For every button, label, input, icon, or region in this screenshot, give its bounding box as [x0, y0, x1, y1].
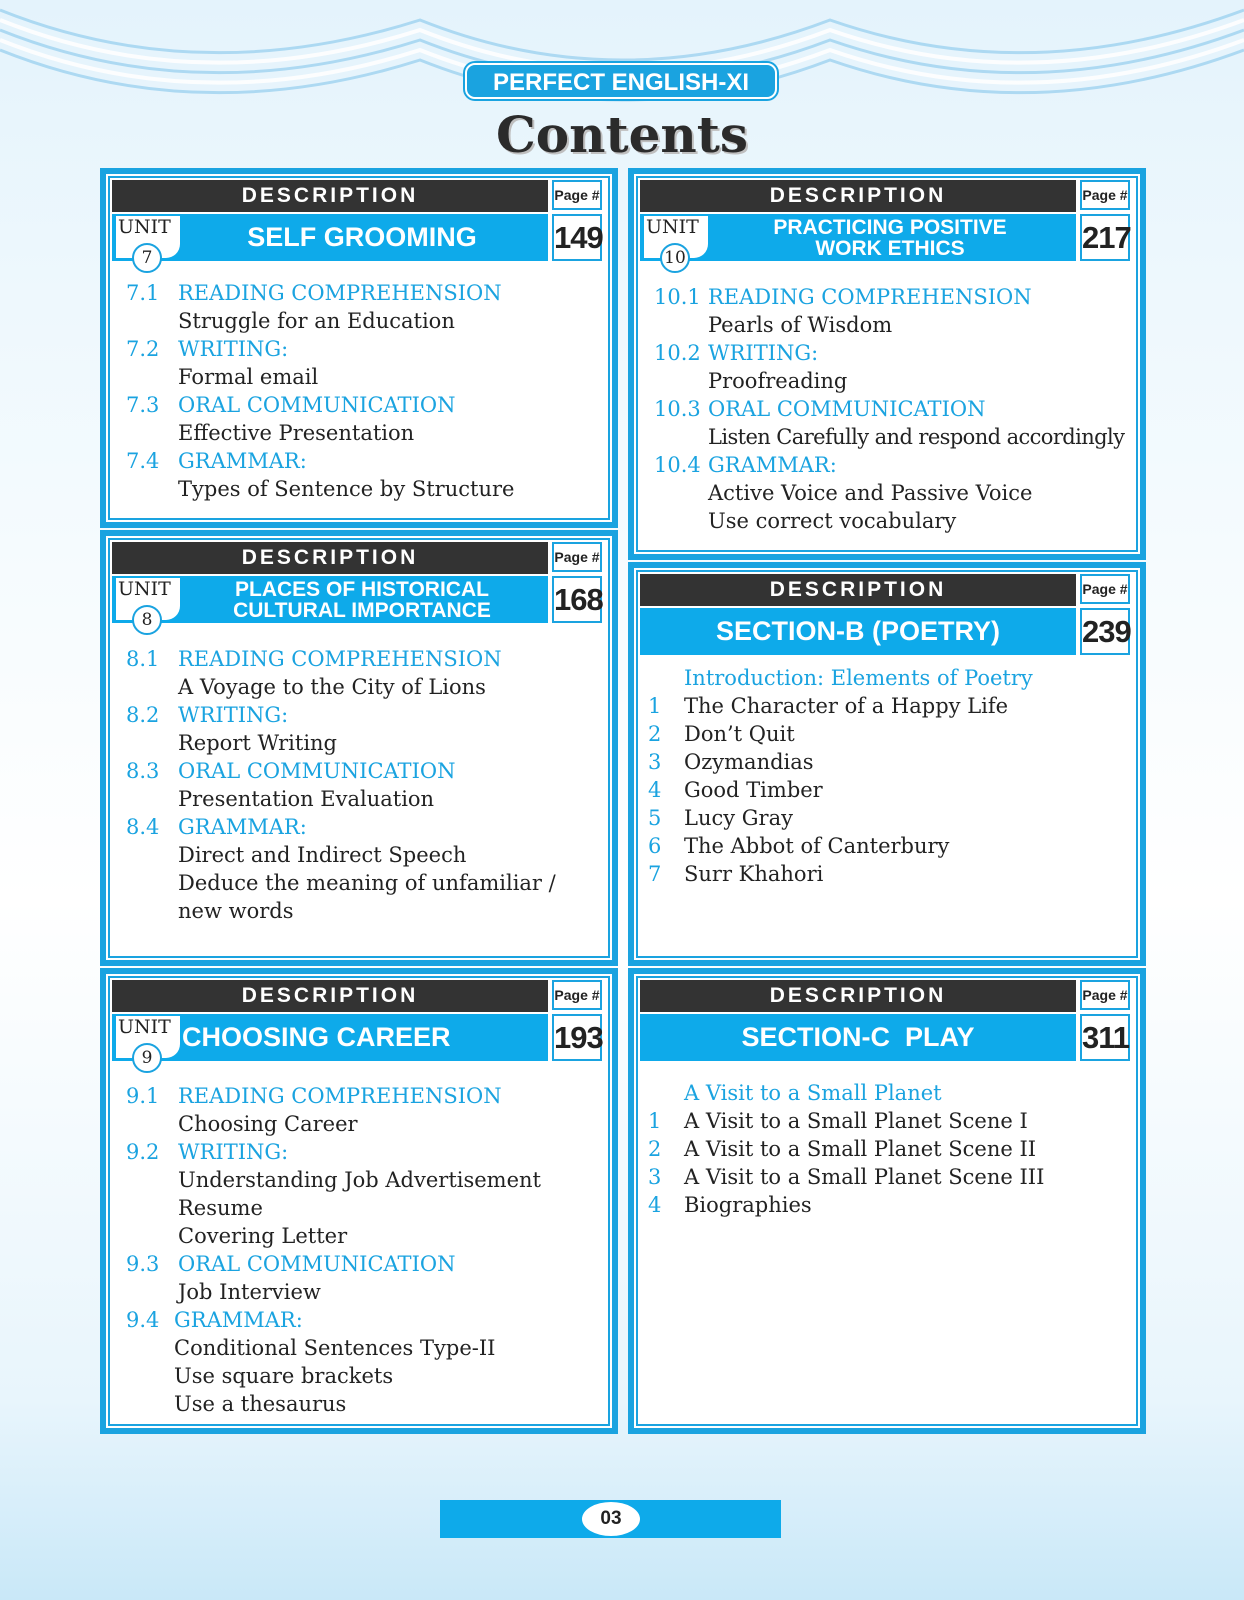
entry-list	[654, 283, 1132, 535]
unit-badge	[116, 1016, 180, 1068]
page-number: 217	[1080, 214, 1130, 261]
unit-label: UNIT	[118, 216, 171, 238]
entry-list	[126, 645, 604, 925]
page-number: 168	[552, 576, 602, 623]
entry-item: new words	[178, 899, 294, 923]
page-footer-bar	[440, 1500, 781, 1538]
entry-list	[648, 664, 1132, 888]
section-b-panel	[628, 562, 1146, 966]
unit-title	[182, 576, 542, 623]
page-label: Page #	[552, 180, 602, 210]
entry-item: Deduce the meaning of unfamiliar /	[178, 871, 556, 895]
entry-item: 7 Surr Khahori	[648, 862, 824, 886]
entry-item: Direct and Indirect Speech	[178, 843, 467, 867]
section-c-panel	[628, 968, 1146, 1434]
entry-item: Struggle for an Education	[178, 309, 455, 333]
unit-title-line1: PLACES OF HISTORICAL	[235, 577, 489, 601]
entry-heading: 9.3 ORAL COMMUNICATION	[126, 1252, 456, 1276]
section-title: SECTION-B (POETRY)	[715, 616, 1000, 646]
entry-item: 1 A Visit to a Small Planet Scene I	[648, 1109, 1028, 1133]
page-title: Contents	[495, 105, 748, 164]
description-header: DESCRIPTION	[640, 980, 1076, 1012]
entry-list	[126, 279, 604, 503]
unit-number: 7	[132, 243, 162, 273]
section-title-bar	[640, 608, 1076, 655]
entry-heading: 9.4 GRAMMAR:	[126, 1308, 303, 1332]
entry-item: 4 Good Timber	[648, 778, 823, 802]
book-title: PERFECT ENGLISH-XI	[465, 63, 777, 99]
page-label: Page #	[1080, 980, 1130, 1010]
entry-item: Use correct vocabulary	[708, 509, 957, 533]
page-label: Page #	[552, 542, 602, 572]
unit-title-line1: PRACTICING POSITIVE	[773, 215, 1007, 239]
entry-item: 1 The Character of a Happy Life	[648, 694, 1009, 718]
entry-item: 6 The Abbot of Canterbury	[648, 834, 950, 858]
entry-item: A Voyage to the City of Lions	[178, 675, 486, 699]
entry-item: Resume	[178, 1196, 263, 1220]
page-number: 149	[552, 214, 602, 261]
unit-label: UNIT	[646, 216, 699, 238]
entry-intro: Introduction: Elements of Poetry	[684, 666, 1033, 690]
unit-title-bar	[112, 214, 548, 268]
entry-item: Formal email	[178, 365, 319, 389]
entry-item: Report Writing	[178, 731, 337, 755]
page-number: 311	[1080, 1014, 1130, 1061]
entry-heading: 7.3 ORAL COMMUNICATION	[126, 393, 456, 417]
unit-title-bar	[112, 576, 548, 630]
page-number-footer: 03	[580, 1500, 642, 1538]
entry-item: 3 A Visit to a Small Planet Scene III	[648, 1165, 1045, 1189]
unit-badge	[116, 578, 180, 630]
entry-item: Covering Letter	[178, 1224, 348, 1248]
entry-intro: A Visit to a Small Planet	[684, 1081, 942, 1105]
entry-item: Proofreading	[708, 369, 848, 393]
entry-heading: 10.4 GRAMMAR:	[654, 453, 837, 477]
entry-item: Effective Presentation	[178, 421, 415, 445]
entry-item: Listen Carefully and respond accordingly	[708, 425, 1125, 449]
entry-item: Use square brackets	[174, 1364, 394, 1388]
page-number: 239	[1080, 608, 1130, 655]
entry-list	[126, 1082, 604, 1418]
entry-item: Types of Sentence by Structure	[178, 477, 515, 501]
entry-item: 4 Biographies	[648, 1193, 812, 1217]
unit-number: 9	[132, 1043, 162, 1073]
description-header: DESCRIPTION	[112, 180, 548, 212]
description-header: DESCRIPTION	[640, 574, 1076, 606]
page-number: 193	[552, 1014, 602, 1061]
entry-heading: 9.2 WRITING:	[126, 1140, 289, 1164]
unit-label: UNIT	[118, 1016, 171, 1038]
unit-badge	[644, 216, 708, 268]
unit-title	[710, 214, 1070, 261]
unit-title: SELF GROOMING	[247, 222, 477, 252]
page-label: Page #	[1080, 574, 1130, 604]
unit-title-bar	[640, 214, 1076, 268]
entry-heading: 7.2 WRITING:	[126, 337, 289, 361]
entry-item: 3 Ozymandias	[648, 750, 814, 774]
unit-10-panel	[628, 168, 1146, 560]
entry-heading: 10.1 READING COMPREHENSION	[654, 285, 1032, 309]
unit-title-bar	[112, 1014, 548, 1068]
unit-label: UNIT	[118, 578, 171, 600]
section-title-bar	[640, 1014, 1076, 1061]
entry-item: Use a thesaurus	[174, 1392, 347, 1416]
entry-item: 2 A Visit to a Small Planet Scene II	[648, 1137, 1037, 1161]
entry-item: Choosing Career	[178, 1112, 358, 1136]
section-title: SECTION-C PLAY	[741, 1022, 975, 1052]
unit-title-line2: WORK ETHICS	[815, 236, 965, 260]
entry-item: 5 Lucy Gray	[648, 806, 793, 830]
entry-heading: 10.2 WRITING:	[654, 341, 819, 365]
entry-item: 2 Don’t Quit	[648, 722, 795, 746]
unit-8-panel	[100, 530, 618, 966]
unit-7-panel	[100, 168, 618, 528]
entry-heading: 9.1 READING COMPREHENSION	[126, 1084, 502, 1108]
entry-heading: 7.1 READING COMPREHENSION	[126, 281, 502, 305]
page-label: Page #	[1080, 180, 1130, 210]
description-header: DESCRIPTION	[640, 180, 1076, 212]
unit-number: 8	[132, 605, 162, 635]
entry-item: Active Voice and Passive Voice	[708, 481, 1033, 505]
entry-heading: 8.3 ORAL COMMUNICATION	[126, 759, 456, 783]
entry-item: Presentation Evaluation	[178, 787, 435, 811]
entry-item: Pearls of Wisdom	[708, 313, 893, 337]
unit-title: CHOOSING CAREER	[182, 1022, 451, 1052]
entry-heading: 10.3 ORAL COMMUNICATION	[654, 397, 986, 421]
entry-item: Understanding Job Advertisement	[178, 1168, 541, 1192]
entry-heading: 8.4 GRAMMAR:	[126, 815, 307, 839]
entry-heading: 7.4 GRAMMAR:	[126, 449, 307, 473]
page-label: Page #	[552, 980, 602, 1010]
entry-heading: 8.2 WRITING:	[126, 703, 289, 727]
description-header: DESCRIPTION	[112, 542, 548, 574]
unit-badge	[116, 216, 180, 268]
unit-9-panel	[100, 968, 618, 1434]
entry-heading: 8.1 READING COMPREHENSION	[126, 647, 502, 671]
unit-title-line2: CULTURAL IMPORTANCE	[233, 598, 491, 622]
entry-item: Job Interview	[178, 1280, 321, 1304]
description-header: DESCRIPTION	[112, 980, 548, 1012]
unit-number: 10	[660, 243, 690, 273]
entry-item: Conditional Sentences Type-II	[174, 1336, 496, 1360]
entry-list	[648, 1079, 1132, 1219]
